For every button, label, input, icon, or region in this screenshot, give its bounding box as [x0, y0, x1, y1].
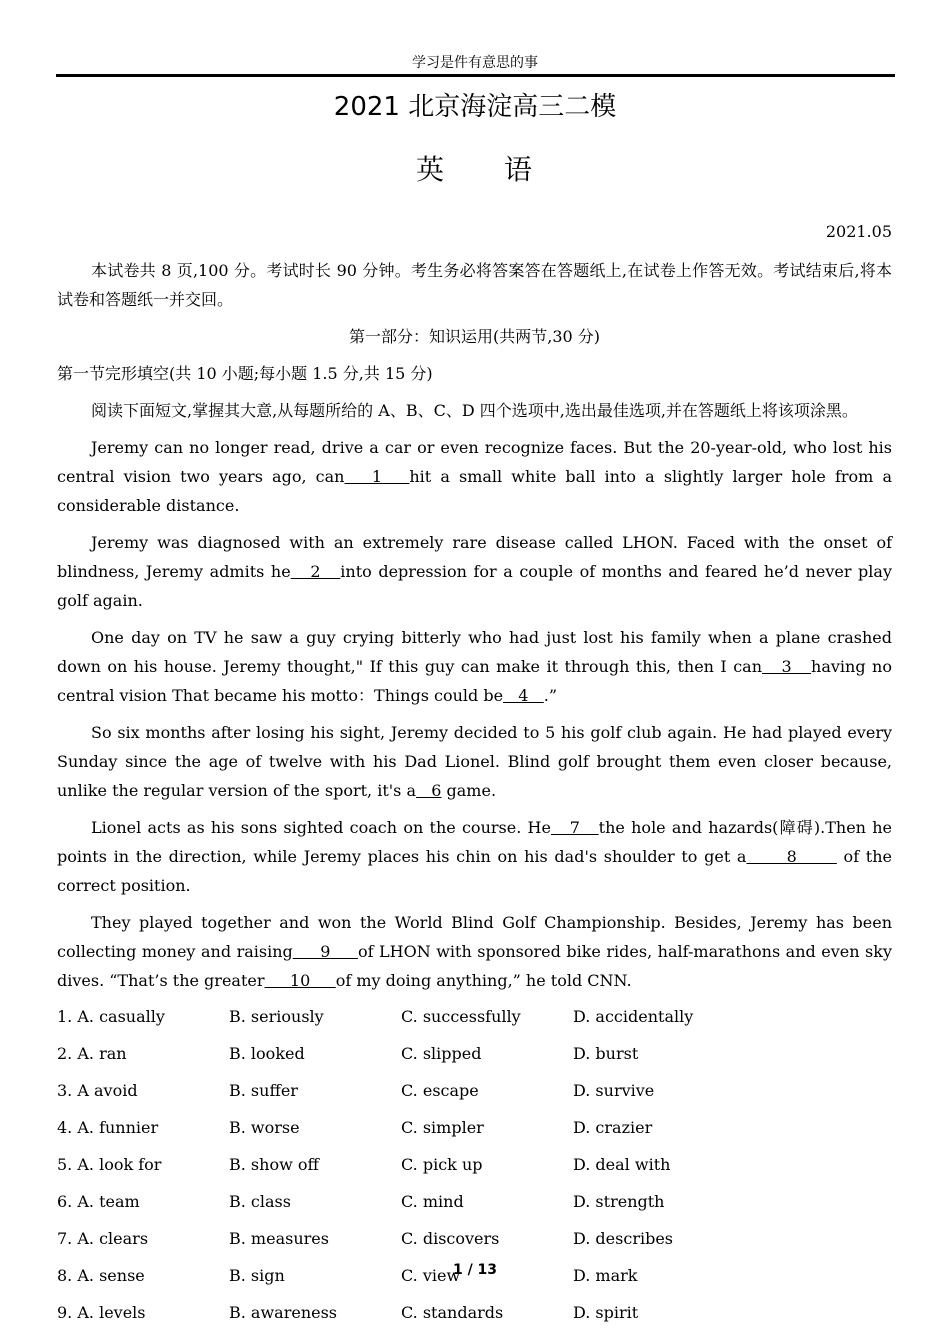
option-b: B. sign: [229, 1266, 285, 1285]
option-d: D. describes: [573, 1229, 673, 1248]
intro-paragraph: 本试卷共 8 页,100 分。考试时长 90 分钟。考生务必将答案答在答题纸上,在试卷上作答无效。考试结束后,将本试卷和答题纸一并交回。: [57, 261, 892, 309]
blank-10: 10: [264, 971, 336, 990]
answer-options: [57, 1003, 892, 1336]
subject-char-2: 语: [504, 153, 535, 186]
option-row-6: [57, 1188, 892, 1225]
option-a: 8. A. sense: [57, 1266, 145, 1285]
passage-paragraph-1: Jeremy can no longer read, drive a car or even recognize faces. But the 20-year-old, who lost his central vision two years ago, can 1 hit a small white ball into a slightly larger hole from a considerable distance.: [57, 438, 892, 515]
option-b: B. awareness: [229, 1303, 338, 1322]
exam-date: 2021.05: [825, 222, 892, 241]
subject-title: [0, 148, 950, 188]
option-row-7: [57, 1225, 892, 1262]
option-a: 4. A. funnier: [57, 1118, 159, 1137]
option-a: 3. A avoid: [57, 1081, 138, 1100]
blank-8: 8: [746, 847, 837, 866]
option-c: C. escape: [401, 1081, 479, 1100]
passage-paragraph-6: They played together and won the World Blind Golf Championship. Besides, Jeremy has been collecting money and raising 9 of LHON with sponsored bike rides, half-marathons and even sky dives. “That’s the greater 10 of my doing anything,” he told CNN.: [57, 913, 892, 990]
option-b: B. show off: [229, 1155, 319, 1174]
header-rule: [56, 74, 895, 77]
option-b: B. suffer: [229, 1081, 298, 1100]
option-d: D. strength: [573, 1192, 665, 1211]
option-d: D. spirit: [573, 1303, 639, 1322]
option-c: C. discovers: [401, 1229, 500, 1248]
option-a: 2. A. ran: [57, 1044, 127, 1063]
subject-char-1: 英: [415, 153, 446, 186]
option-c: C. slipped: [401, 1044, 482, 1063]
option-row-2: [57, 1040, 892, 1077]
passage-paragraph-2: Jeremy was diagnosed with an extremely rare disease called LHON. Faced with the onset of blindness, Jeremy admits he 2 into depression for a couple of months and feared he’d never play golf again.: [57, 533, 892, 610]
blank-7: 7: [550, 818, 599, 837]
option-c: C. successfully: [401, 1007, 521, 1026]
option-row-3: [57, 1077, 892, 1114]
option-c: C. standards: [401, 1303, 504, 1322]
blank-3: 3: [762, 657, 812, 676]
option-c: C. view: [401, 1266, 461, 1285]
option-d: D. deal with: [573, 1155, 671, 1174]
option-row-5: [57, 1151, 892, 1188]
blank-4: 4: [503, 686, 544, 705]
exam-title: 2021 北京海淀高三二模: [333, 92, 617, 122]
option-c: C. pick up: [401, 1155, 483, 1174]
option-row-9: [57, 1299, 892, 1336]
option-b: B. class: [229, 1192, 291, 1211]
blank-9: 9: [292, 942, 358, 961]
option-d: D. survive: [573, 1081, 655, 1100]
option-d: D. burst: [573, 1044, 639, 1063]
blank-2: 2: [290, 562, 341, 581]
page-header: 学习是件有意思的事: [412, 55, 538, 71]
document-body: [57, 256, 892, 1336]
option-d: D. crazier: [573, 1118, 653, 1137]
option-a: 7. A. clears: [57, 1229, 149, 1248]
option-b: B. looked: [229, 1044, 305, 1063]
option-c: C. mind: [401, 1192, 464, 1211]
option-c: C. simpler: [401, 1118, 484, 1137]
option-b: B. worse: [229, 1118, 300, 1137]
option-a: 5. A. look for: [57, 1155, 162, 1174]
part-title: 第一部分：知识运用(共两节,30 分): [348, 327, 601, 346]
blank-1: 1: [344, 467, 410, 486]
passage-paragraph-5: Lionel acts as his sons sighted coach on the course. He 7 the hole and hazards(障碍).Then he points in the direction, while Jeremy places his chin on his dad's shoulder to get a 8 of the correct position.: [57, 818, 893, 895]
option-b: B. measures: [229, 1229, 329, 1248]
option-a: 6. A. team: [57, 1192, 140, 1211]
option-d: D. mark: [573, 1266, 638, 1285]
page-number: 1 / 13: [452, 1262, 498, 1278]
passage-paragraph-4: So six months after losing his sight, Jeremy decided to 5 his golf club again. He had played every Sunday since the age of twelve with his Dad Lionel. Blind golf brought them even closer because, unlike the regular version of the sport, it's a 6 game.: [57, 723, 892, 800]
blank-6: 6: [416, 781, 442, 800]
option-row-1: [57, 1003, 892, 1040]
passage-paragraph-3: One day on TV he saw a guy crying bitterly who had just lost his family when a plane crashed down on his house. Jeremy thought," If this guy can make it through this, then I can 3 having no central vision That became his motto：Things could be 4 .”: [57, 628, 892, 705]
option-d: D. accidentally: [573, 1007, 694, 1026]
option-a: 1. A. casually: [57, 1007, 165, 1026]
option-b: B. seriously: [229, 1007, 324, 1026]
instructions: 阅读下面短文,掌握其大意,从每题所给的 A、B、C、D 四个选项中,选出最佳选项,并在答题纸上将该项涂黑。: [91, 401, 858, 420]
option-a: 9. A. levels: [57, 1303, 146, 1322]
section-title: 第一节完形填空(共 10 小题;每小题 1.5 分,共 15 分): [57, 364, 433, 383]
option-row-4: [57, 1114, 892, 1151]
